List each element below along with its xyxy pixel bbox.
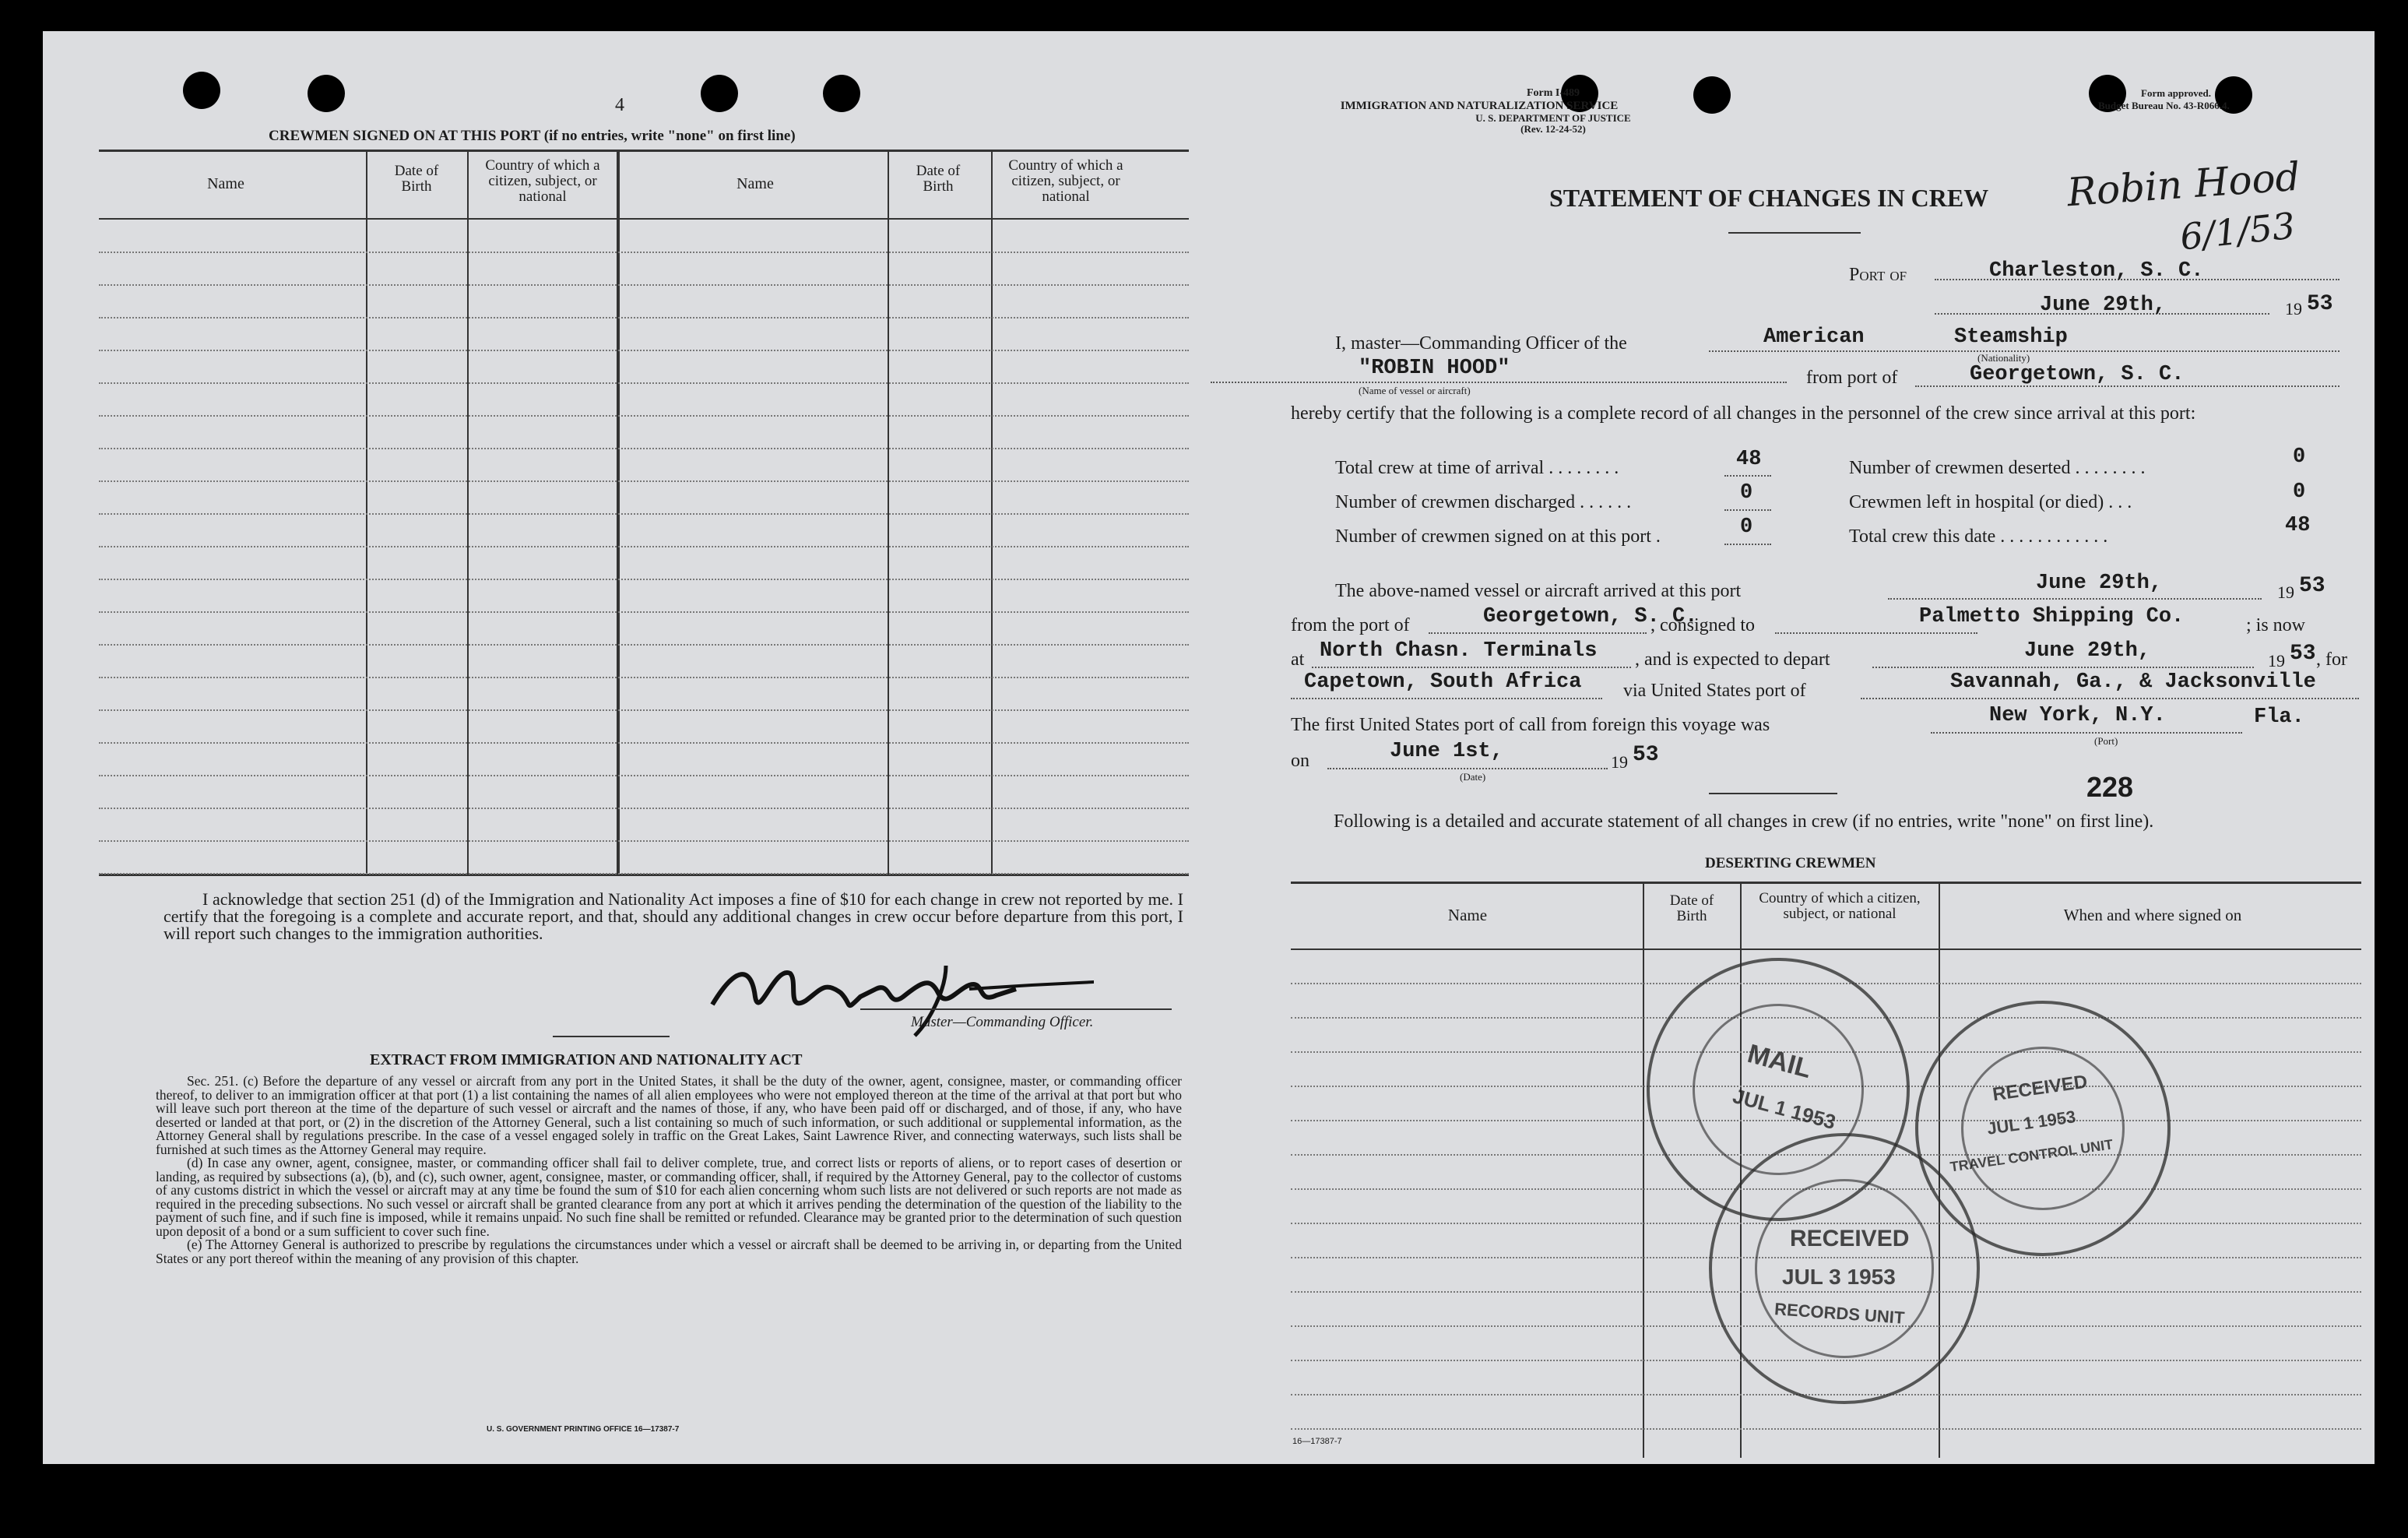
hospital-label: Crewmen left in hospital (or died) . . . — [1849, 492, 2132, 512]
consignee-value: Palmetto Shipping Co. — [1919, 605, 2185, 628]
via-label: via United States port of — [1623, 681, 1806, 701]
col-divider — [467, 150, 469, 875]
field-line — [1291, 698, 1602, 699]
vessel-type-value: Steamship — [1954, 326, 2068, 349]
table-row — [99, 677, 1189, 678]
field-line — [1327, 768, 1608, 769]
from-the-port-value: Georgetown, S. C. — [1483, 605, 1698, 628]
punch-hole — [308, 75, 345, 112]
table-row — [99, 808, 1189, 809]
extract-paragraph: (d) In case any owner, agent, consignee, master, or commanding officer shall fail to deliver complete, true, and correct lists or reports of aliens, or to report cases of desertion or landing, as required by subsections (a), (b), and (c), such owner, agent, consignee, master, or commanding officer, shall, if required by the Attorney General, pay to the collector of customs of any customs district in which the vessel or aircraft may at any time be found the sum of $10 for each alien concerning whom such lists are not delivered or such reports are not made as required in the preceding subsections. No such vessel or aircraft shall be granted clearance from any port at which it arrives pending the determination of the question of the liability to the payment of such fine, and if such fine is imposed, while it remains unpaid. No such fine shall be remitted or refunded. Clearance may be granted prior to the determination of such question upon deposit of a bond or a sum sufficient to cover such fine. — [156, 1155, 1182, 1239]
arrived-text: The above-named vessel or aircraft arrived at this port — [1335, 581, 1742, 601]
table-row — [99, 513, 1189, 515]
following-text: Following is a detailed and accurate statement of all changes in crew (if no entries, write "none" on first line). — [1334, 811, 2154, 832]
department-name: U. S. DEPARTMENT OF JUSTICE — [1475, 112, 1631, 124]
revision: (Rev. 12-24-52) — [1520, 123, 1586, 135]
discharged-value: 0 — [1740, 481, 1753, 505]
acknowledgement-text: I acknowledge that section 251 (d) of the Immigration and Nationality Act imposes a fine of $10 for each change in crew not reported by me. I certify that the foregoing is a complete and accurate report, and that, should any additional changes in crew occur before departure from this port, I will report such changes to the immigration authorities. — [163, 889, 1183, 943]
nationality-caption: (Nationality) — [1977, 352, 2030, 364]
extract-title: EXTRACT FROM IMMIGRATION AND NATIONALITY ACT — [370, 1051, 803, 1068]
destination-value: Capetown, South Africa — [1304, 670, 1582, 694]
table-header-rule — [99, 218, 1189, 220]
table-row — [99, 382, 1189, 384]
statement-date: June 29th, — [2040, 294, 2167, 317]
total-date-value: 48 — [2285, 514, 2311, 537]
hospital-value: 0 — [2293, 480, 2306, 504]
form-number: Form I-489 — [1526, 87, 1580, 99]
right-page — [1211, 31, 2375, 1464]
deserted-value: 0 — [2293, 445, 2306, 469]
total-arrival-label: Total crew at time of arrival . . . . . . . . — [1335, 458, 1619, 478]
col-dob-header: Date of Birth — [1669, 892, 1714, 924]
table-row — [99, 415, 1189, 417]
from-the-port-label: from the port of — [1291, 615, 1410, 635]
divider — [1728, 232, 1861, 234]
table-row — [99, 448, 1189, 449]
table-row — [99, 742, 1189, 744]
punch-hole — [701, 75, 738, 112]
stamp-mail-text: MAIL — [1744, 1038, 1815, 1085]
date-caption: (Date) — [1460, 771, 1486, 783]
on-label: on — [1291, 751, 1309, 771]
table-header-rule — [1291, 948, 2361, 950]
table-row — [99, 317, 1189, 319]
table-row — [99, 840, 1189, 842]
col-name-header: Name — [736, 175, 774, 192]
stamp-mail-date: JUL 1 1953 — [1730, 1084, 1839, 1135]
left-page — [43, 31, 1215, 1464]
field-line — [1724, 509, 1771, 511]
divider — [553, 1036, 670, 1037]
approval-line: Form approved. — [2141, 87, 2212, 99]
col-name-header: Name — [207, 175, 244, 192]
field-line — [1724, 544, 1771, 545]
arrived-date: June 29th, — [2036, 572, 2163, 595]
location-value: North Chasn. Terminals — [1320, 639, 1598, 663]
table-row — [99, 611, 1189, 613]
signed-on-label: Number of crewmen signed on at this port . — [1335, 526, 1661, 547]
col-when-where-header: When and where signed on — [2063, 906, 2242, 924]
table-row — [99, 579, 1189, 580]
deserted-label: Number of crewmen deserted . . . . . . . . — [1849, 458, 2146, 478]
nationality-value: American — [1763, 326, 1865, 349]
field-line — [1724, 475, 1771, 477]
divider — [1709, 793, 1837, 794]
table-top-rule — [1291, 882, 2361, 884]
punch-hole — [823, 75, 860, 112]
stamp-received-date: JUL 1 1953 — [1985, 1107, 2077, 1139]
depart-date: June 29th, — [2024, 639, 2151, 663]
stamp-unit-text: TRAVEL CONTROL UNIT — [1949, 1136, 2114, 1175]
field-line — [1861, 698, 2359, 699]
col-name-header: Name — [1447, 906, 1488, 924]
is-now-label: ; is now — [2246, 615, 2306, 635]
table-row — [99, 709, 1189, 711]
vessel-name-value: "ROBIN HOOD" — [1359, 357, 1510, 380]
handwritten-date: 6/1/53 — [2178, 204, 2297, 259]
signed-on-value: 0 — [1740, 516, 1753, 539]
field-line — [1888, 598, 2262, 600]
from-port-label: from port of — [1806, 368, 1898, 388]
col-dob-header: Date of Birth — [394, 163, 439, 195]
field-line — [1429, 632, 1647, 634]
stamp-received-text: RECEIVED — [1991, 1071, 2089, 1106]
on-date: June 1st, — [1390, 740, 1503, 763]
fla-text: Fla. — [2254, 706, 2304, 729]
table-row — [99, 546, 1189, 547]
first-port-text: The first United States port of call from foreign this voyage was — [1291, 715, 1770, 735]
on-year: 53 — [1633, 743, 1659, 767]
year-prefix: 19 — [2268, 651, 2285, 670]
expected-depart-label: , and is expected to depart — [1635, 649, 1830, 670]
consigned-to-label: , consigned to — [1650, 615, 1755, 635]
port-caption: (Port) — [2094, 735, 2118, 747]
form-title: STATEMENT OF CHANGES IN CREW — [1549, 184, 1989, 212]
printer-line: U. S. GOVERNMENT PRINTING OFFICE 16—17387-7 — [487, 1425, 680, 1434]
field-line — [1312, 667, 1631, 668]
at-label: at — [1291, 649, 1305, 670]
certify-text: hereby certify that the following is a complete record of all changes in the personnel of the crew since arrival at this port: — [1291, 403, 2196, 424]
handwritten-vessel-name: Robin Hood — [2065, 153, 2302, 216]
from-port-value: Georgetown, S. C. — [1970, 363, 2185, 386]
printer-line: 16—17387-7 — [1292, 1437, 1342, 1446]
col-country-header: Country of which a citizen, subject, or national — [1008, 157, 1123, 205]
budget-bureau: Budget Bureau No. 43-R066.4. — [2098, 100, 2230, 111]
table-top-rule — [99, 150, 1189, 152]
table-row — [99, 284, 1189, 286]
vessel-name-field-line — [1211, 382, 1787, 383]
for-label: , for — [2316, 649, 2347, 670]
col-divider — [888, 150, 889, 875]
via-value: Savannah, Ga., & Jacksonville — [1950, 670, 2316, 694]
field-line — [1775, 632, 1977, 634]
table-row — [99, 480, 1189, 482]
page-number: 4 — [615, 95, 624, 115]
table-row — [99, 252, 1189, 253]
signature-line — [860, 1008, 1172, 1010]
table-row — [99, 775, 1189, 776]
col-divider — [366, 150, 367, 875]
first-port-value: New York, N.Y. — [1989, 704, 2166, 727]
col-country-header: Country of which a citizen, subject, or national — [1759, 890, 1921, 922]
deserting-crewmen-title: DESERTING CREWMEN — [1705, 855, 1876, 871]
punch-hole — [183, 72, 220, 109]
arrived-year: 53 — [2299, 574, 2325, 598]
discharged-label: Number of crewmen discharged . . . . . . — [1335, 492, 1632, 512]
table-row — [99, 873, 1189, 875]
field-line — [1931, 732, 2242, 734]
table-row — [1291, 1428, 2361, 1430]
extract-paragraph: Sec. 251. (c) Before the departure of any vessel or aircraft from any port in the United States, it shall be the duty of the owner, agent, consignee, master, or commanding officer thereof, to deliver to an immigration officer at that port (1) a list containing the names of all alien employees who were not employed thereon at the time of the arrival at that port but who will leave such port thereon at the time of the departure of such vessel or aircraft and the names of those, if any, who have been paid off or discharged, and of those, if any, who have deserted or landed at that port, or (2) in the discretion of the Attorney General, such a list containing so much of such information, or such additional or supplemental information, as the Attorney General shall by regulations prescribe. In the case of a vessel engaged solely in traffic on the Great Lakes, Saint Lawrence River, and connecting waterways, such lists shall be furnished at such times as the Attorney General may require. — [156, 1073, 1182, 1157]
col-divider — [617, 150, 620, 875]
depart-year: 53 — [2290, 642, 2316, 666]
extract-body — [156, 1075, 1182, 1265]
table-row — [99, 644, 1189, 646]
field-line — [1872, 667, 2254, 668]
master-text: I, master—Commanding Officer of the — [1335, 333, 1627, 354]
stamp-received-text: RECEIVED — [1790, 1226, 1910, 1251]
port-value: Charleston, S. C. — [1989, 259, 2204, 283]
agency-name: IMMIGRATION AND NATURALIZATION SERVICE — [1340, 100, 1619, 112]
punch-hole — [1693, 76, 1731, 114]
stamp-unit-text: RECORDS UNIT — [1773, 1299, 1906, 1328]
col-dob-header: Date of Birth — [916, 163, 961, 195]
total-date-label: Total crew this date . . . . . . . . . . . . — [1849, 526, 2108, 547]
signature-caption: Master—Commanding Officer. — [911, 1014, 1094, 1030]
col-divider — [1643, 882, 1644, 1458]
year-prefix: 19 — [2285, 299, 2302, 319]
port-label: Port of — [1849, 265, 1907, 285]
vessel-caption: (Name of vessel or aircraft) — [1359, 385, 1471, 396]
statement-year: 53 — [2307, 292, 2333, 316]
table-row — [99, 350, 1189, 351]
year-prefix: 19 — [1611, 752, 1628, 772]
col-country-header: Country of which a citizen, subject, or national — [485, 157, 600, 205]
form-number-228: 228 — [2086, 771, 2134, 803]
section-title: CREWMEN SIGNED ON AT THIS PORT (if no entries, write "none" on first line) — [269, 128, 796, 144]
year-prefix: 19 — [2277, 582, 2294, 602]
total-arrival-value: 48 — [1736, 448, 1762, 471]
col-divider — [991, 150, 993, 875]
stamp-received-date: JUL 3 1953 — [1782, 1265, 1896, 1289]
records-unit-stamp — [1709, 1133, 1980, 1404]
extract-paragraph: (e) The Attorney General is authorized to prescribe by regulations the circumstances under which a vessel or aircraft shall be deemed to be arriving in, or departing from the United States or any port thereof within the meaning of any provision of this chapter. — [156, 1237, 1182, 1266]
